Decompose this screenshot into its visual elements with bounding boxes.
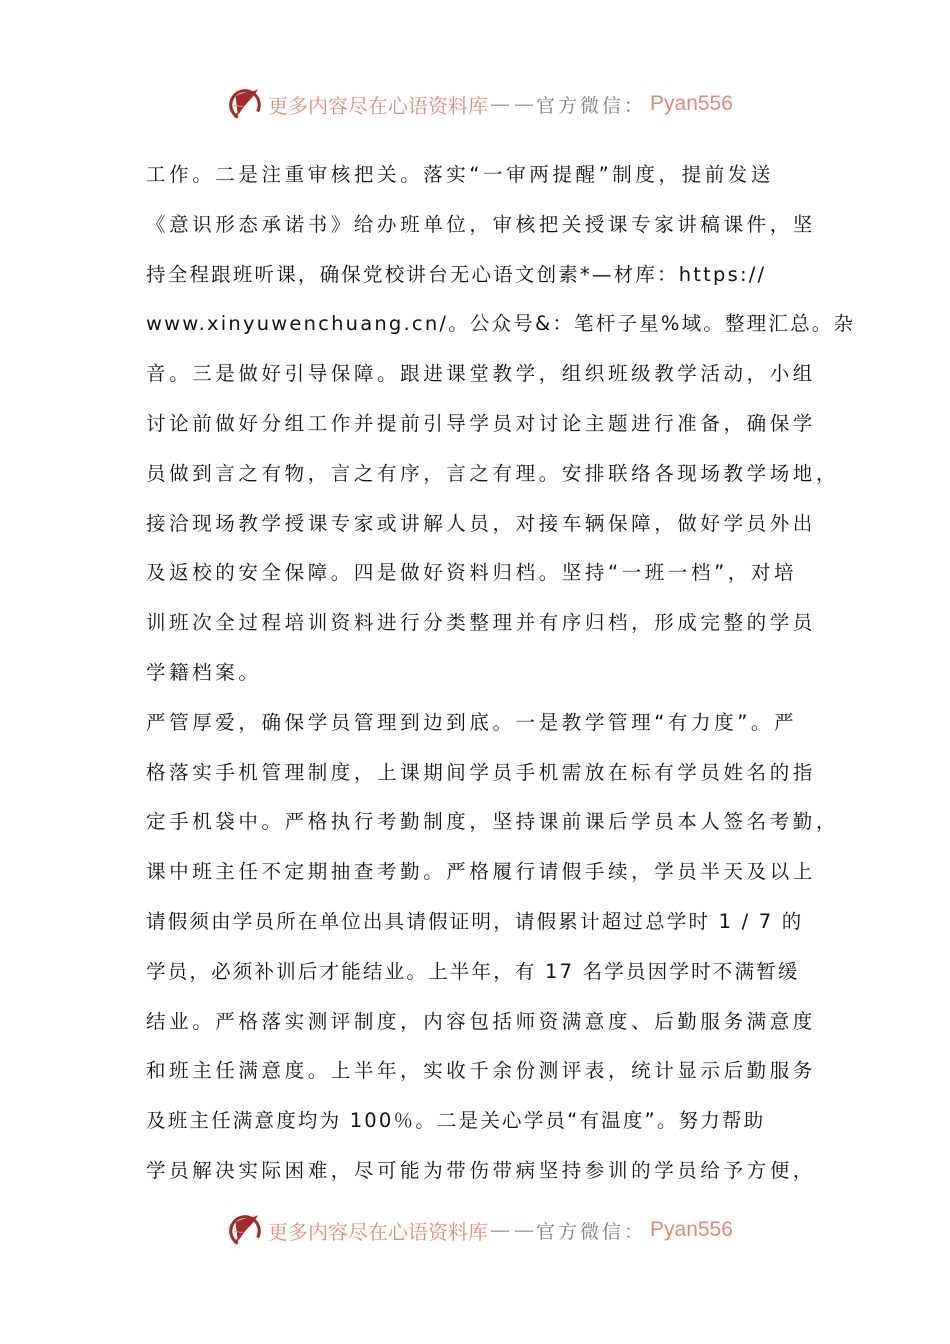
body-line: 接洽现场教学授课专家或讲解人员，对接车辆保障，做好学员外出 — [146, 511, 816, 535]
body-line: 定手机袋中。严格执行考勤制度，坚持课前课后学员本人签名考勤， — [146, 810, 840, 834]
body-line: 工作。二是注重审核把关。落实“一审两提醒”制度，提前发送 — [146, 163, 775, 186]
wechat-id: Pyan556 — [650, 92, 733, 115]
body-line: 结业。严格落实测评制度，内容包括师资满意度、后勤服务满意度 — [146, 1009, 816, 1033]
body-line: www.xinyuwenchuang.cn/。公众号&：笔杆子星%域。整理汇总。杂 — [146, 312, 856, 336]
header-watermark-banner — [226, 84, 733, 124]
body-line: 课中班主任不定期抽查考勤。严格履行请假手续，学员半天及以上 — [146, 860, 816, 884]
body-line: 员做到言之有物，言之有序，言之有理。安排联络各现场教学场地， — [146, 461, 840, 485]
wechat-label: 官方微信： — [536, 1220, 647, 1243]
quill-pen-logo-icon — [226, 1211, 264, 1249]
body-line: 学员，必须补训后才能结业。上半年，有 17 名学员因学时不满暂缓 — [146, 959, 800, 983]
body-line: 训班次全过程培训资料进行分类整理并有序归档，形成完整的学员 — [146, 611, 816, 635]
body-line: 学员解决实际困难，尽可能为带伤带病坚持参训的学员给予方便， — [146, 1158, 816, 1182]
body-line: 持全程跟班听课，确保党校讲台无心语文创素*—材库：https:// — [146, 262, 767, 286]
banner-dash: — — [490, 1218, 510, 1242]
footer-watermark-banner — [226, 1210, 733, 1250]
body-line: 学籍档案。 — [146, 660, 262, 684]
body-line: 及班主任满意度均为 100％。二是关心学员“有温度”。努力帮助 — [146, 1109, 766, 1133]
site-name-text: 更多内容尽在心语资料库 — [268, 1219, 488, 1244]
body-line: 请假须由学员所在单位出具请假证明，请假累计超过总学时 1 / 7 的 — [146, 909, 804, 933]
section-heading-line: 严管厚爱，确保学员管理到边到底。一是教学管理“有力度”。严 — [146, 710, 798, 734]
body-line: 格落实手机管理制度，上课期间学员手机需放在标有学员姓名的指 — [146, 760, 816, 784]
banner-dash: — — [490, 92, 510, 116]
document-body — [146, 150, 856, 1196]
body-line: 《意识形态承诺书》给办班单位，审核把关授课专家讲稿课件，坚 — [146, 212, 816, 236]
body-line: 及返校的安全保障。四是做好资料归档。坚持“一班一档”，对培 — [146, 561, 798, 585]
wechat-id: Pyan556 — [650, 1218, 733, 1241]
body-line: 和班主任满意度。上半年，实收千余份测评表，统计显示后勤服务 — [146, 1059, 816, 1083]
body-line: 讨论前做好分组工作并提前引导学员对讨论主题进行准备，确保学 — [146, 411, 816, 435]
body-line: 音。三是做好引导保障。跟进课堂教学，组织班级教学活动，小组 — [146, 362, 816, 386]
site-name-text: 更多内容尽在心语资料库 — [268, 93, 488, 118]
banner-dash-2: — — [514, 92, 534, 116]
banner-dash-2: — — [514, 1218, 534, 1242]
wechat-label: 官方微信： — [536, 94, 647, 117]
quill-pen-logo-icon — [226, 85, 264, 123]
